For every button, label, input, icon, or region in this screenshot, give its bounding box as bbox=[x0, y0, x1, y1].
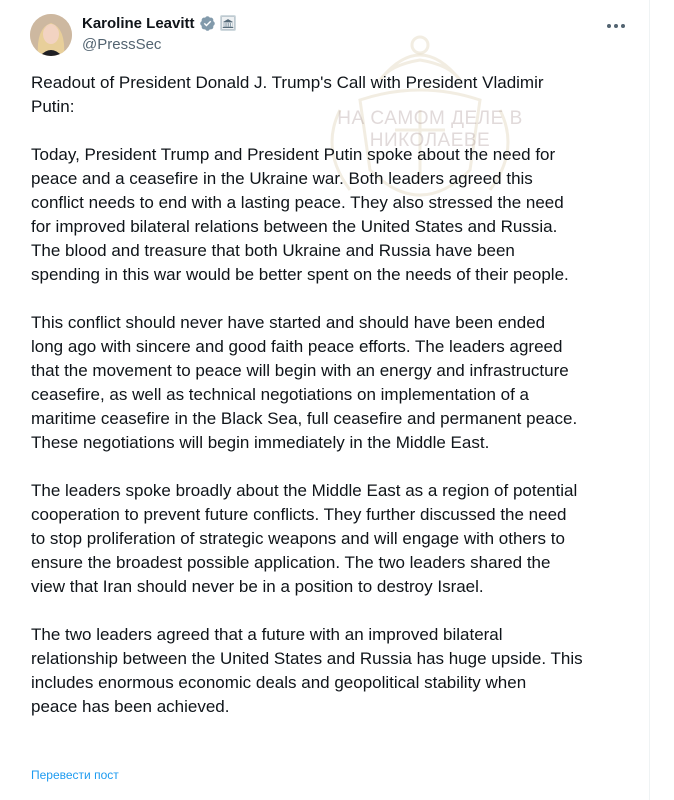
white-house-icon[interactable] bbox=[220, 15, 236, 31]
watermark-line-1: НА САМОМ ДЕЛЕ В bbox=[337, 108, 523, 129]
author-block bbox=[82, 13, 236, 53]
tweet-paragraph: The leaders spoke broadly about the Middle East as a region of potential cooperation to prevent future conflicts. They further discussed the need to stop proliferation of strategic weapons and will engage with others to ensure the broadest possible application. The two leaders shared the view that Iran should never be in a position to destroy Israel. bbox=[31, 481, 578, 596]
tweet-paragraph-title: Readout of President Donald J. Trump's Call with President Vladimir Putin: bbox=[31, 73, 544, 116]
ellipsis-icon bbox=[606, 23, 626, 29]
avatar[interactable] bbox=[30, 14, 72, 56]
tweet-paragraph: The two leaders agreed that a future with an improved bilateral relationship between the United States and Russia has huge upside. This includes enormous economic deals and geopolitical stability when peace has been achieved. bbox=[31, 625, 583, 716]
display-name[interactable]: Karoline Leavitt bbox=[82, 14, 195, 32]
tweet-body bbox=[31, 71, 641, 743]
tweet-paragraph: This conflict should never have started and should have been ended long ago with sincere and good faith peace efforts. The leaders agreed that the movement to peace will begin with an energy and infrastructure ceasefire, as well as technical negotiations on implementation of a maritime ceasefire in the Black Sea, full ceasefire and permanent peace. These negotiations will begin immediately in the Middle East. bbox=[31, 313, 578, 452]
tweet-paragraph: Today, President Trump and President Putin spoke about the need for peace and a ceasefire in the Ukraine war. Both leaders agreed this conflict needs to end with a lasting peace. They also stressed the need for improved bilateral relations between the United States and Russia. The blood and treasure that both Ukraine and Russia have been spending in this war would be better spent on the needs of their people. bbox=[31, 145, 569, 284]
verified-badge-icon[interactable] bbox=[199, 15, 216, 32]
watermark-line-2: НИКОЛАЕВЕ bbox=[369, 130, 491, 151]
more-options-button[interactable] bbox=[602, 16, 630, 36]
author-handle[interactable]: @PressSec bbox=[82, 36, 162, 53]
translate-post-link[interactable]: Перевести пост bbox=[31, 768, 119, 782]
tweet-header bbox=[30, 12, 640, 60]
name-row bbox=[82, 13, 236, 33]
